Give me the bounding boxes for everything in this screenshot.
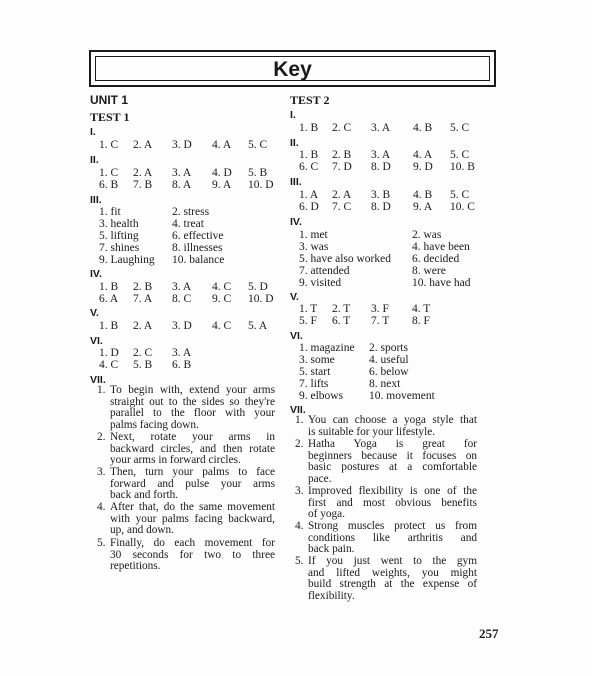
answer-item: 1. B: [99, 281, 119, 293]
answer-item: 9. A: [413, 201, 433, 213]
paragraph-line: straight out to the sides so they're: [110, 395, 275, 408]
paragraph-number: 1.: [97, 384, 106, 396]
answer-item: 8. were: [412, 265, 446, 277]
section-label: I.: [290, 109, 296, 121]
answer-item: 6. decided: [412, 253, 460, 265]
answer-item: 8. C: [172, 293, 192, 305]
answer-item: 5. A: [248, 320, 268, 332]
answer-item: 5. B: [248, 167, 268, 179]
paragraph-line: forward and pulse your arms: [110, 477, 275, 490]
answer-item: 1. met: [299, 229, 328, 241]
answer-item: 4. B: [413, 122, 433, 134]
answer-item: 2. was: [412, 229, 442, 241]
answer-item: 5. B: [133, 359, 153, 371]
answer-item: 6. C: [299, 161, 319, 173]
paragraph-line: pace.: [308, 472, 332, 485]
paragraph-line: If you just went to the gym: [308, 555, 477, 567]
answer-item: 4. A: [413, 149, 433, 161]
section-label: IV.: [290, 216, 302, 228]
paragraph-line: Improved flexibility is one of the: [308, 485, 477, 497]
paragraph-line: repetitions.: [110, 560, 161, 573]
answer-item: 2. A: [332, 189, 352, 201]
answer-item: 3. A: [371, 149, 391, 161]
paragraph-line: with your palms facing backward,: [110, 512, 275, 525]
answer-item: 3. A: [172, 347, 192, 359]
answer-item: 1. B: [99, 320, 119, 332]
answer-item: 4. C: [212, 320, 232, 332]
answer-item: 1. A: [299, 189, 319, 201]
answer-item: 7. attended: [299, 265, 350, 277]
answer-item: 3. some: [299, 354, 335, 366]
answer-item: 7. A: [133, 293, 153, 305]
paragraph-line: Finally, do each movement for: [110, 537, 275, 549]
answer-item: 2. B: [133, 281, 153, 293]
answer-item: 2. stress: [172, 206, 210, 218]
answer-paragraph: [97, 538, 275, 574]
answer-item: 2. C: [133, 347, 153, 359]
paragraph-line: You can choose a yoga style that: [308, 414, 477, 426]
answer-item: 9. visited: [299, 277, 342, 289]
paragraph-line: basic postures at a comfortable: [308, 461, 477, 474]
unit-heading: UNIT 1: [90, 93, 129, 107]
paragraph-line: your arms in forward circles.: [110, 454, 241, 467]
paragraph-line: build strength at the expense of: [308, 578, 477, 591]
paragraph-line: palms facing down.: [110, 418, 199, 431]
answer-item: 1. C: [99, 139, 119, 151]
answer-item: 4. A: [212, 139, 232, 151]
section-label: VI.: [90, 335, 103, 347]
answer-item: 9. elbows: [299, 390, 344, 402]
answer-item: 3. D: [172, 320, 192, 332]
paragraph-number: 2.: [97, 431, 106, 443]
answer-item: 6. B: [172, 359, 192, 371]
paragraph-line: 30 seconds for two to three: [110, 548, 275, 561]
paragraph-number: 4.: [97, 501, 106, 513]
section-label: VI.: [290, 330, 303, 342]
answer-item: 5. C: [450, 149, 470, 161]
paragraph-number: 5.: [295, 555, 304, 567]
answer-item: 1. B: [299, 122, 319, 134]
answer-item: 8. F: [412, 315, 430, 327]
answer-paragraph: [295, 556, 477, 604]
paragraph-line: up, and down.: [110, 524, 175, 537]
answer-item: 7. shines: [99, 242, 140, 254]
answer-item: 4. B: [413, 189, 433, 201]
answer-item: 4. C: [212, 281, 232, 293]
answer-item: 8. A: [172, 179, 192, 191]
paragraph-line: To begin with, extend your arms: [110, 384, 275, 396]
answer-item: 8. next: [369, 378, 401, 390]
answer-item: 7. T: [371, 315, 390, 327]
answer-item: 5. have also worked: [299, 253, 391, 265]
test2-heading: TEST 2: [290, 93, 330, 107]
answer-item: 5. C: [248, 139, 268, 151]
answer-item: 10. D: [248, 293, 274, 305]
answer-item: 1. magazine: [299, 342, 355, 354]
answer-item: 3. F: [371, 303, 389, 315]
answer-item: 5. start: [299, 366, 331, 378]
answer-paragraph: [295, 415, 477, 439]
paragraph-line: backward circles, and then rotate: [110, 442, 275, 455]
page-number: 257: [479, 626, 499, 641]
answer-item: 3. health: [99, 218, 139, 230]
paragraph-line: first and most obvious benefits: [308, 496, 477, 509]
answer-item: 10. movement: [369, 390, 435, 402]
paragraph-line: of yoga.: [308, 508, 346, 521]
paragraph-line: conditions like arthritis and: [308, 531, 477, 544]
answer-item: 9. C: [212, 293, 232, 305]
answer-item: 9. Laughing: [99, 254, 155, 266]
answer-item: 2. A: [133, 139, 153, 151]
answer-item: 6. A: [99, 293, 119, 305]
answer-item: 6. below: [369, 366, 409, 378]
answer-item: 6. B: [99, 179, 119, 191]
answer-item: 4. treat: [172, 218, 204, 230]
section-label: IV.: [90, 268, 102, 280]
answer-item: 3. D: [172, 139, 192, 151]
answer-item: 3. B: [371, 189, 391, 201]
answer-item: 3. A: [172, 281, 192, 293]
answer-item: 5. C: [450, 122, 470, 134]
section-label: V.: [290, 291, 299, 303]
answer-paragraph: [97, 502, 275, 538]
answer-paragraph: [97, 467, 275, 503]
paragraph-line: parallel to the floor with your: [110, 407, 275, 420]
answer-item: 8. D: [371, 161, 391, 173]
answer-item: 6. D: [299, 201, 319, 213]
paragraph-number: 2.: [295, 438, 304, 450]
section-label: III.: [290, 176, 302, 188]
paragraph-line: is suitable for your lifestyle.: [308, 425, 436, 438]
section-label: VII.: [90, 374, 106, 386]
answer-item: 8. D: [371, 201, 391, 213]
answer-item: 1. C: [99, 167, 119, 179]
answer-item: 2. T: [332, 303, 351, 315]
answer-paragraph: [97, 385, 275, 433]
section-label: VII.: [290, 404, 306, 416]
answer-item: 1. T: [299, 303, 318, 315]
answer-paragraph: [295, 486, 477, 522]
section-label: II.: [290, 137, 299, 149]
answer-item: 10. C: [450, 201, 475, 213]
title-box: [89, 50, 496, 87]
answer-item: 3. A: [172, 167, 192, 179]
answer-item: 2. A: [133, 167, 153, 179]
paragraph-number: 1.: [295, 414, 304, 426]
page-title: Key: [273, 58, 312, 81]
paragraph-line: beginners because it focuses on: [308, 449, 477, 462]
answer-item: 7. C: [332, 201, 352, 213]
answer-item: 5. D: [248, 281, 268, 293]
section-label: III.: [90, 194, 102, 206]
paragraph-line: Next, rotate your arms in: [110, 431, 275, 443]
answer-item: 7. B: [133, 179, 153, 191]
answer-item: 2. sports: [369, 342, 408, 354]
answer-item: 6. T: [332, 315, 351, 327]
answer-item: 5. C: [450, 189, 470, 201]
answer-item: 4. C: [99, 359, 119, 371]
paragraph-line: Hatha Yoga is great for: [308, 438, 477, 450]
answer-item: 7. D: [332, 161, 352, 173]
answer-item: 5. lifting: [99, 230, 139, 242]
paragraph-line: Strong muscles protect us from: [308, 520, 477, 532]
section-label: V.: [90, 307, 99, 319]
answer-item: 9. D: [413, 161, 433, 173]
paragraph-line: back pain.: [308, 543, 355, 556]
test1-heading: TEST 1: [90, 110, 130, 124]
paragraph-line: Then, turn your palms to face: [110, 466, 275, 478]
answer-item: 1. B: [299, 149, 319, 161]
answer-item: 4. D: [212, 167, 232, 179]
answer-item: 9. A: [212, 179, 232, 191]
answer-item: 10. D: [248, 179, 274, 191]
paragraph-line: back and forth.: [110, 489, 179, 502]
answer-item: 7. lifts: [299, 378, 329, 390]
paragraph-line: flexibility.: [308, 589, 355, 602]
answer-paragraph: [295, 521, 477, 557]
answer-item: 2. A: [133, 320, 153, 332]
answer-item: 10. B: [450, 161, 475, 173]
answer-item: 4. T: [412, 303, 431, 315]
answer-item: 4. useful: [369, 354, 409, 366]
answer-item: 6. effective: [172, 230, 224, 242]
answer-paragraph: [295, 439, 477, 487]
paragraph-number: 3.: [97, 466, 106, 478]
answer-item: 1. D: [99, 347, 119, 359]
answer-item: 3. was: [299, 241, 329, 253]
answer-item: 2. B: [332, 149, 352, 161]
paragraph-number: 4.: [295, 520, 304, 532]
paragraph-number: 5.: [97, 537, 106, 549]
answer-item: 3. A: [371, 122, 391, 134]
section-label: I.: [90, 126, 96, 138]
answer-item: 4. have been: [412, 241, 470, 253]
paragraph-line: and lifted weights, you might: [308, 566, 477, 579]
answer-item: 8. illnesses: [172, 242, 223, 254]
answer-item: 5. F: [299, 315, 317, 327]
section-label: II.: [90, 154, 99, 166]
answer-item: 10. balance: [172, 254, 225, 266]
answer-item: 1. fit: [99, 206, 121, 218]
answer-paragraph: [97, 432, 275, 468]
paragraph-number: 3.: [295, 485, 304, 497]
answer-item: 2. C: [332, 122, 352, 134]
paragraph-line: After that, do the same movement: [110, 501, 275, 513]
answer-item: 10. have had: [412, 277, 471, 289]
